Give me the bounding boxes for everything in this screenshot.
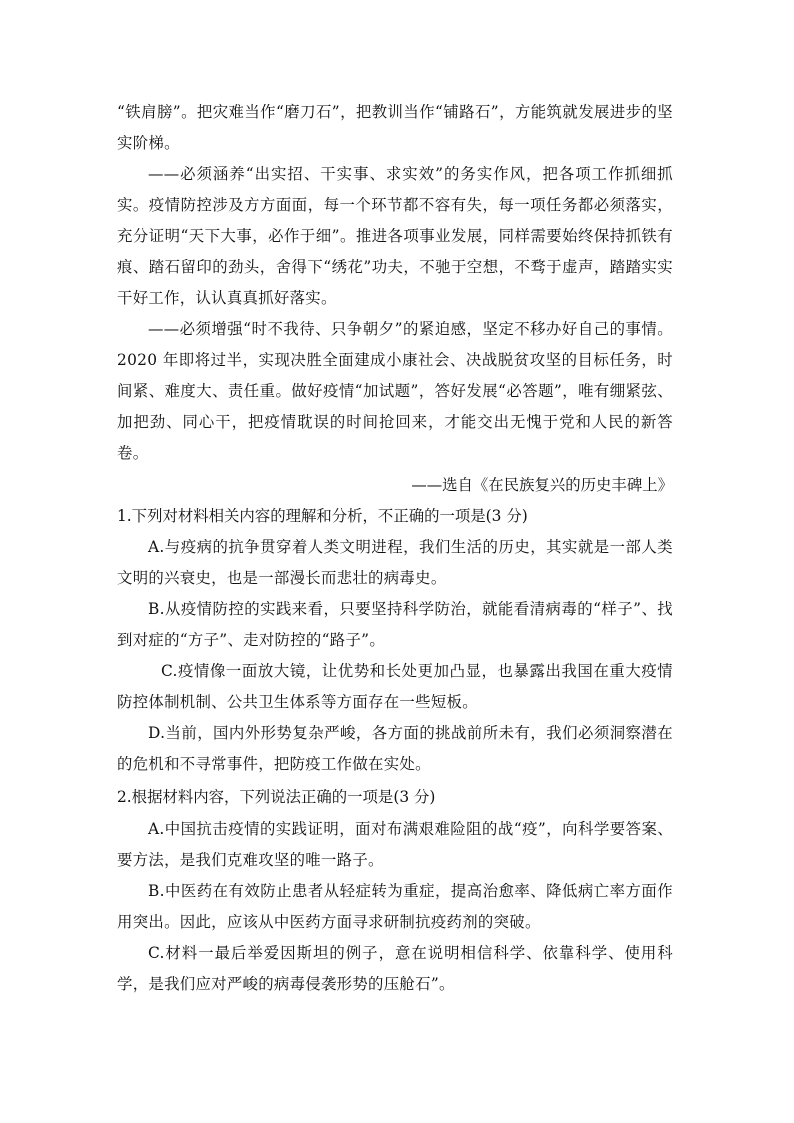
question-1-option-a: A.与疫病的抗争贯穿着人类文明进程，我们生活的历史，其实就是一部人类文明的兴衰史，也是一部漫长而悲壮的病毒史。 [117, 538, 673, 587]
question-2-option-b: B.中医药在有效防止患者从轻症转为重症，提高治愈率、降低病亡率方面作用突出。因此，应该从中医药方面寻求研制抗疫药剂的突破。 [117, 882, 673, 931]
question-2-option-c: C.材料一最后举爱因斯坦的例子，意在说明相信科学、依靠科学、使用科学，是我们应对严峻的病毒侵袭形势的压舱石”。 [117, 944, 673, 993]
article-source: ——选自《在民族复兴的历史丰碑上》 [411, 476, 673, 494]
question-1-option-d: D.当前，国内外形势复杂严峻，各方面的挑战前所未有，我们必须洞察潜在的危机和不寻常事件，把防疫工作做在实处。 [117, 724, 673, 773]
question-2-stem: 2.根据材料内容，下列说法正确的一项是(3 分) [117, 788, 436, 806]
question-2-option-a: A.中国抗击疫情的实践证明，面对布满艰难险阻的战“疫”，向科学要答案、要方法，是我们克难攻坚的唯一路子。 [117, 820, 673, 869]
question-1-option-b: B.从疫情防控的实践来看，只要坚持科学防治，就能看清病毒的“样子”、找到对症的“方子”、走对防控的“路子”。 [117, 600, 673, 649]
article-paragraph-3: ——必须增强“时不我待、只争朝夕”的紧迫感，坚定不移办好自己的事情。2020 年即将过半，实现决胜全面建成小康社会、决战脱贫攻坚的目标任务，时间紧、难度大、责任重。做好疫情“加试题”，答好发展“必答题”，唯有绷紧弦、加把劲、同心干，把疫情耽误的时间抢回来，才能交出无愧于党和人民的新答卷。 [117, 320, 673, 462]
question-1-stem: 1.下列对材料相关内容的理解和分析，不正确的一项是(3 分) [117, 507, 528, 525]
article-paragraph-2: ——必须涵养“出实招、干实事、求实效”的务实作风，把各项工作抓细抓实。疫情防控涉及方方面面，每一个环节都不容有失，每一项任务都必须落实，充分证明“天下大事，必作于细”。推进各项事业发展，同样需要始终保持抓铁有痕、踏石留印的劲头，舍得下“绣花”功夫，不驰于空想，不骛于虚声，踏踏实实干好工作，认认真真抓好落实。 [117, 165, 673, 307]
question-1-option-c: C.疫情像一面放大镜，让优势和长处更加凸显，也暴露出我国在重大疫情防控体制机制、公共卫生体系等方面存在一些短板。 [117, 662, 673, 711]
article-paragraph-1: “铁肩膀”。把灾难当作“磨刀石”，把教训当作“铺路石”，方能筑就发展进步的坚实阶梯。 [117, 103, 673, 152]
